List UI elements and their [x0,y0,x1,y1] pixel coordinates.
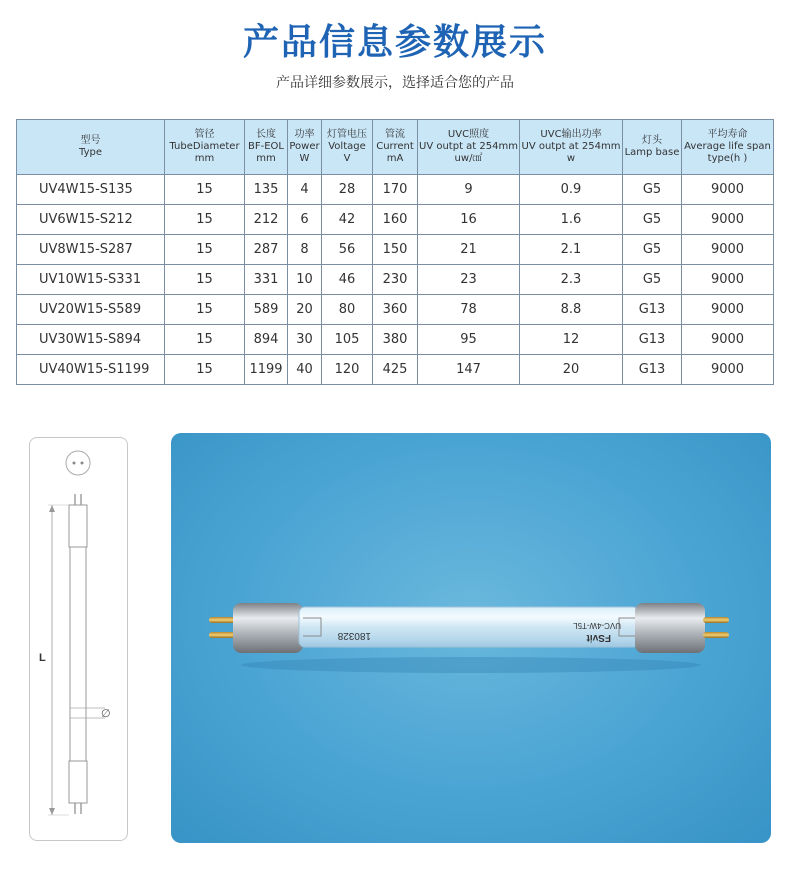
column-header-en: Lamp base [624,147,680,158]
column-header [245,120,288,175]
column-header-unit: mm [194,153,215,164]
table-cell: 147 [418,355,520,385]
left-end-cap [233,603,303,653]
column-header-unit: mA [386,153,404,164]
tube-date-print: 180328 [337,630,371,641]
table-cell: 894 [245,325,288,355]
table-cell: UV6W15-S212 [17,205,165,235]
table-cell: 9000 [682,355,774,385]
table-row [17,295,774,325]
table-cell: 15 [165,235,245,265]
table-cell: 15 [165,205,245,235]
column-header [288,120,322,175]
table-cell: G5 [623,205,682,235]
column-header [17,120,165,175]
table-cell: 9000 [682,265,774,295]
table-cell: 170 [373,175,418,205]
table-cell: 21 [418,235,520,265]
column-header-en: Type [79,147,102,158]
table-cell: 287 [245,235,288,265]
lamp-diagram [29,437,128,841]
right-end-cap [635,603,705,653]
table-cell: 12 [520,325,623,355]
table-cell: UV10W15-S331 [17,265,165,295]
table-row [17,355,774,385]
table-cell: 105 [322,325,373,355]
table-cell: 9000 [682,235,774,265]
column-header-unit: mm [256,153,276,164]
uv-lamp-illustration [171,433,771,843]
column-header-en: Power [289,141,320,152]
table-cell: 15 [165,355,245,385]
column-header-en: Voltage [328,141,366,152]
table-cell: 10 [288,265,322,295]
column-header [373,120,418,175]
column-header-unit: type(h ) [707,153,748,164]
table-cell: 46 [322,265,373,295]
table-cell: 230 [373,265,418,295]
table-header-row [17,120,774,175]
top-cap [69,505,87,547]
tube-end-view [66,451,90,475]
table-cell: 28 [322,175,373,205]
table-cell: UV40W15-S1199 [17,355,165,385]
column-header-cn: 管流 [385,129,405,140]
table-cell: 425 [373,355,418,385]
table-cell: 15 [165,175,245,205]
table-cell: 9000 [682,205,774,235]
column-header-unit: w [566,153,576,164]
table-cell: 15 [165,265,245,295]
column-header-en: BF-EOL [248,141,284,152]
table-cell: 80 [322,295,373,325]
table-cell: G13 [623,295,682,325]
right-pin [703,632,729,638]
table-row [17,235,774,265]
table-cell: G13 [623,325,682,355]
page-subtitle: 产品详细参数展示，选择适合您的产品 [276,75,514,91]
column-header-en: Average life span [684,141,771,152]
column-header [682,120,774,175]
column-header-unit: uw/㎠ [454,153,483,164]
table-cell: 42 [322,205,373,235]
table-cell: 135 [245,175,288,205]
tube-model-print: UVC-4W-T5L [573,621,621,630]
table-cell: 1199 [245,355,288,385]
table-cell: 1.6 [520,205,623,235]
spec-table-container [16,119,773,387]
left-pin [209,617,235,623]
table-cell: 0.9 [520,175,623,205]
column-header-en: TubeDiameter [169,141,240,152]
table-cell: UV30W15-S894 [17,325,165,355]
table-body [17,175,774,385]
column-header [623,120,682,175]
page-title: 产品信息参数展示 [242,22,547,63]
table-cell: 6 [288,205,322,235]
column-header-cn: 管径 [194,129,215,140]
table-cell: 20 [288,295,322,325]
product-photo [171,433,771,843]
column-header-unit: V [343,153,351,164]
table-row [17,205,774,235]
column-header-cn: 长度 [256,129,276,140]
table-cell: G5 [623,265,682,295]
table-cell: 78 [418,295,520,325]
table-cell: 20 [520,355,623,385]
table-cell: 8.8 [520,295,623,325]
left-pin [209,632,235,638]
column-header-cn: 灯头 [642,135,662,146]
table-cell: UV8W15-S287 [17,235,165,265]
tube-brand-print: FSvit [586,632,611,643]
table-cell: 160 [373,205,418,235]
table-cell: 40 [288,355,322,385]
column-header [418,120,520,175]
column-header [520,120,623,175]
table-cell: 2.3 [520,265,623,295]
bottom-cap [69,761,87,803]
table-cell: G5 [623,235,682,265]
table-cell: 380 [373,325,418,355]
table-cell: 56 [322,235,373,265]
table-cell: 9000 [682,295,774,325]
table-cell: 212 [245,205,288,235]
table-row [17,175,774,205]
table-cell: 9000 [682,175,774,205]
column-header-cn: 功率 [294,129,315,140]
table-row [17,325,774,355]
table-cell: 30 [288,325,322,355]
column-header-cn: UVC输出功率 [540,129,602,140]
table-cell: 2.1 [520,235,623,265]
table-cell: 150 [373,235,418,265]
column-header-cn: 型号 [80,135,101,146]
table-cell: 23 [418,265,520,295]
spec-table [16,119,774,385]
table-cell: 9 [418,175,520,205]
column-header-cn: UVC照度 [447,129,490,140]
lamp-diagram-drawing [30,438,127,840]
table-cell: UV4W15-S135 [17,175,165,205]
table-row [17,265,774,295]
column-header-en: Current [376,141,414,152]
column-header-en: UV outpt at 254mm [521,141,621,152]
tube-body [70,547,86,761]
table-cell: 331 [245,265,288,295]
table-cell: 360 [373,295,418,325]
column-header-unit: W [299,153,310,164]
table-cell: 589 [245,295,288,325]
table-cell: 4 [288,175,322,205]
length-label: L [39,652,46,664]
column-header-en: UV outpt at 254mm [419,141,518,152]
table-cell: UV20W15-S589 [17,295,165,325]
column-header-cn: 灯管电压 [327,129,367,140]
table-cell: 8 [288,235,322,265]
table-cell: 95 [418,325,520,355]
table-cell: 15 [165,295,245,325]
column-header [165,120,245,175]
table-cell: 9000 [682,325,774,355]
column-header [322,120,373,175]
table-cell: G13 [623,355,682,385]
table-cell: 15 [165,325,245,355]
column-header-cn: 平均寿命 [707,129,748,140]
diameter-label: ∅ [101,707,111,720]
table-cell: 120 [322,355,373,385]
table-cell: G5 [623,175,682,205]
right-pin [703,617,729,623]
table-cell: 16 [418,205,520,235]
